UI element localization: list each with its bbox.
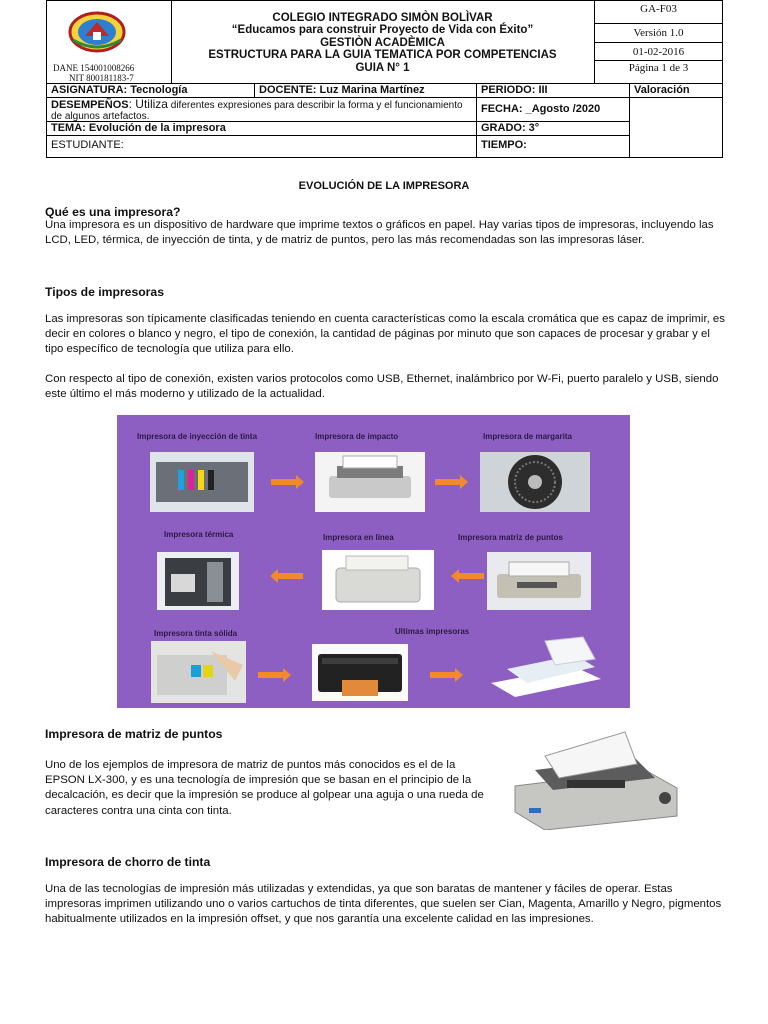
label-inyeccion: Impresora de inyección de tinta — [137, 432, 258, 441]
info-table — [46, 84, 723, 158]
modern-printer-image — [483, 635, 607, 699]
arrow-left-2 — [458, 573, 484, 579]
form-code: GA-F03 — [595, 1, 722, 24]
impact-printer-image — [315, 452, 425, 512]
tema: TEMA: Evolución de la impresora — [47, 122, 477, 136]
tiempo: TIEMPO: — [477, 136, 630, 157]
school-motto: “Educamos para construir Proyecto de Vida con Éxito” — [231, 24, 534, 37]
department: GESTIÒN ACADÈMICA — [320, 36, 445, 49]
daisywheel-image — [480, 452, 590, 512]
inkjet-printer-image — [150, 452, 254, 512]
grado: GRADO: 3° — [477, 122, 630, 136]
line-printer-image — [322, 550, 434, 610]
paragraph-que-es: Una impresora es un dispositivo de hardware que imprime textos o gráficos en papel. Hay varias tipos de impresoras, incluyendo las LCD, LED, térmica, de inyección de tinta, y de matriz de puntos, pero las más recomendadas son las impresoras láser. — [45, 219, 714, 247]
solid-ink-printer-image — [151, 641, 246, 703]
epson-lx300-image — [505, 724, 685, 830]
issue-date: 01-02-2016 — [595, 43, 722, 61]
desempenos: DESEMPEÑOS: Utiliza diferentes expresiones para describir la forma y el funcionamiento de algunos artefactos. — [47, 98, 477, 122]
arrow-right-1 — [271, 479, 297, 485]
nit-code: NIT 800181183-7 — [69, 73, 134, 83]
thermal-printer-image — [157, 552, 239, 610]
arrow-left-1 — [277, 573, 303, 579]
arrow-right-2 — [435, 479, 461, 485]
page-number: Página 1 de 3 — [628, 62, 689, 74]
school-name: COLEGIO INTEGRADO SIMÒN BOLÌVAR — [272, 12, 493, 24]
fecha: FECHA: _Agosto /2020 — [477, 98, 630, 122]
version: Versión 1.0 — [595, 24, 722, 43]
printer-evolution-diagram — [117, 415, 630, 708]
label-margarita: Impresora de margarita — [483, 432, 572, 441]
meta-cell — [595, 1, 722, 83]
label-impacto: Impresora de impacto — [315, 432, 399, 441]
docente: DOCENTE: Luz Marina Martínez — [255, 84, 477, 98]
document-name: ESTRUCTURA PARA LA GUIA TEMATICA POR COMPETENCIAS — [208, 49, 557, 62]
heading-matriz: Impresora de matriz de puntos — [45, 727, 223, 741]
valoracion-label: Valoración — [630, 84, 722, 98]
heading-que-es: Qué es una impresora? — [45, 205, 181, 219]
label-linea: Impresora en línea — [323, 533, 394, 542]
document-title: EVOLUCIÓN DE LA IMPRESORA — [298, 180, 470, 192]
school-crest-logo — [67, 10, 127, 54]
periodo: PERIODO: III — [477, 84, 630, 98]
heading-chorro: Impresora de chorro de tinta — [45, 855, 211, 869]
valoracion-box[interactable] — [630, 98, 722, 157]
asignatura: ASIGNATURA: Tecnología — [47, 84, 255, 98]
dot-matrix-thumb-image — [487, 552, 591, 610]
label-matriz: Impresora matriz de puntos — [458, 533, 563, 542]
dane-code: DANE 154001008266 — [53, 63, 135, 73]
title-cell — [171, 1, 595, 83]
arrow-right-3 — [258, 672, 284, 678]
label-termica: Impresora térmica — [164, 530, 234, 539]
heading-tipos: Tipos de impresoras — [45, 285, 164, 299]
dane-nit — [53, 63, 134, 83]
paragraph-tipos: Las impresoras son típicamente clasificadas teniendo en cuenta características como la escala cromática que es capaz de imprimir, es decir en colores o blanco y negro, el tipo de conexión, la cantidad de páginas por minuto que son capaces de procesar y grabar y el tipo específico de tecnología que utiliza para ello. — [45, 313, 725, 356]
arrow-right-4 — [430, 672, 456, 678]
header-table — [46, 0, 723, 84]
label-ultimas: Ultimas impresoras — [395, 627, 470, 636]
estudiante[interactable]: ESTUDIANTE: — [47, 136, 477, 157]
paragraph-conexion: Con respecto al tipo de conexión, existen varios protocolos como USB, Ethernet, inalámbrico por W-Fi, puerto paralelo y USB, siendo este último el más moderno y utilizado de la actualidad. — [45, 373, 719, 401]
paragraph-matriz: Uno de los ejemplos de impresora de matriz de puntos más conocidos es el de la EPSON LX-300, y es una tecnología de impresión que se basan en el principio de la decalcación, es decir que la impresión se produce al golpear una aguja o una rueda de caracteres contra una cinta con tinta. — [45, 759, 484, 817]
label-solida: Impresora tinta sólida — [154, 629, 238, 638]
guide-number: GUIA N° 1 — [355, 61, 410, 74]
logo-cell — [47, 1, 172, 83]
paragraph-chorro: Una de las tecnologías de impresión más utilizadas y extendidas, ya que son baratas de mantener y fáciles de operar. Estas impresoras imprimen utilizando uno o varios cartuchos de tinta diferentes, que suelen ser Cian, Magenta, Amarillo y Negro, pigmentos habitualmente utilizados en la impresión offset, y que nos garantía una excelente calidad en las impresiones. — [45, 883, 722, 926]
multifunction-printer-image — [312, 644, 408, 701]
